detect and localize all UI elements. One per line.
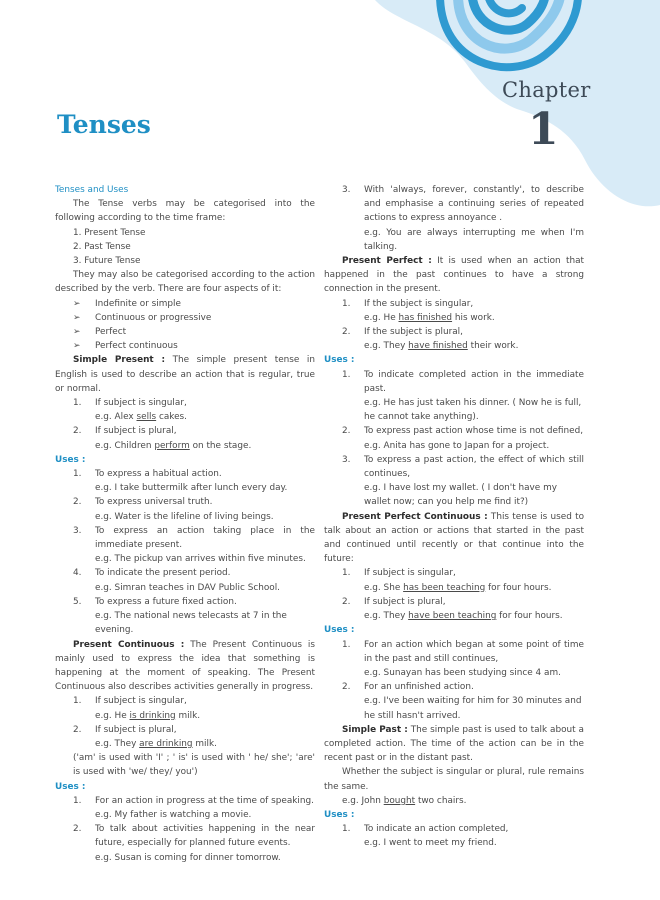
uses-heading: Uses : [324,809,355,820]
rule-item: 1. If the subject is singular, [342,298,474,309]
rule-item: 2. If subject is plural, [73,426,177,437]
simple-past-paragraph: Simple Past : The simple past is used to talk about a completed action. The time of the action can be in the recent past or in the distant past. [324,724,584,764]
use-item: 1. To indicate an action completed, e.g. I went to meet my friend. [342,824,509,849]
intro-paragraph: The Tense verbs may be categorised into the following according to the time frame: [55,199,315,224]
rule-item: 1. If subject is singular, [73,696,187,707]
term: Present Continuous : [73,639,185,650]
term: Simple Present : [73,355,166,366]
simple-past-rule: Whether the subject is singular or plural, rule remains the same. [324,767,584,792]
rule-item: 2. If subject is plural, [342,596,446,607]
uses-heading: Uses : [55,781,86,792]
example: e.g. She has been teaching for four hours. [364,582,552,593]
rule-item: 1. If subject is singular, [73,398,187,409]
arrow-bullet-icon: ➢ [73,298,81,309]
use-item: 1. To indicate completed action in the immediate past. e.g. He has just taken his dinner. ( Now he is full, he cannot take anything). [342,369,584,423]
example: e.g. They have finished their work. [364,341,519,352]
simple-present-paragraph: Simple Present : The simple present tense in English is used to describe an action that is regular, true or normal. [55,355,315,394]
present-perfect-paragraph: Present Perfect : It is used when an action that happened in the past continues to have a strong connection in the present. [324,256,584,295]
aspect-item: ➢ Perfect continuous [55,339,315,353]
use-item: 2. To talk about activities happening in the near future, especially for planned future events. e.g. Susan is coming for dinner tomorrow. [73,824,315,863]
uses-heading: Uses : [324,355,355,366]
use-item: 2. For an unfinished action. e.g. I've been waiting for him for 30 minutes and he still hasn't arrived. [342,682,582,721]
example: e.g. He is drinking milk. [95,710,201,721]
arrow-bullet-icon: ➢ [73,312,81,323]
page-title: Tenses [57,110,151,139]
use-item: 3. With 'always, forever, constantly', to describe and emphasise a continuing series of repeated actions to express annoyance . e.g. You are always interrupting me when I'm talking. [342,185,584,252]
time-frame-item: 3. Future Tense [73,256,141,267]
usage-note: ('am' is used with 'I' ; ' is' is used with ' he/ she'; 'are' is used with 'we/ they/ you') [73,753,315,778]
use-item: 1. For an action in progress at the time of speaking. e.g. My father is watching a movie. [73,795,314,820]
arrow-bullet-icon: ➢ [73,341,81,352]
aspect-item: ➢ Indefinite or simple [55,297,315,311]
use-item: 1. To express a habitual action. e.g. I take buttermilk after lunch every day. [73,469,288,494]
example: e.g. John bought two chairs. [342,795,467,806]
section-heading: Tenses and Uses [55,185,129,195]
use-item: 1. For an action which began at some point of time in the past and still continues, e.g. Sunayan has been studying since 4 am. [342,639,584,678]
chapter-number: 1 [528,104,559,155]
present-continuous-paragraph: Present Continuous : The Present Continuous is mainly used to express the idea that something is happening at the moment of speaking. The Present Continuous also describes activities generally in progress. [55,639,315,693]
rule-item: 2. If the subject is plural, [342,327,463,338]
term: Simple Past : [342,724,408,735]
use-item: 2. To express universal truth. e.g. Water is the lifeline of living beings. [73,497,274,522]
rule-item: 2. If subject is plural, [73,724,177,735]
use-item: 2. To express past action whose time is not defined, e.g. Anita has gone to Japan for a project. [342,426,584,451]
aspect-item: ➢ Continuous or progressive [55,311,315,325]
rule-item: 1. If subject is singular, [342,568,456,579]
arrow-bullet-icon: ➢ [73,327,81,338]
use-item: 3. To express a past action, the effect of which still continues, e.g. I have lost my wallet. ( I don't have my wallet now; can you help me find it?) [342,454,584,508]
use-item: 4. To indicate the present period. e.g. Simran teaches in DAV Public School. [73,568,280,593]
term: Present Perfect : [342,256,432,267]
example: e.g. They have been teaching for four hours. [364,611,563,622]
uses-heading: Uses : [55,454,86,465]
example: e.g. They are drinking milk. [95,738,217,749]
term: Present Perfect Continuous : [342,511,488,522]
use-item: 5. To express a future fixed action. e.g. The national news telecasts at 7 in the evening. [73,596,287,636]
time-frame-item: 2. Past Tense [73,241,131,252]
left-column [55,183,315,865]
use-item: 3. To express an action taking place in the immediate present. e.g. The pickup van arrives within five minutes. [73,525,315,565]
aspects-intro: They may also be categorised according to the action described by the verb. There are four aspects of it: [55,270,315,295]
uses-heading: Uses : [324,625,355,636]
aspect-item: ➢ Perfect [55,325,315,339]
time-frame-item: 1. Present Tense [73,227,146,238]
example: e.g. He has finished his work. [364,312,495,323]
example: e.g. Children perform on the stage. [95,440,252,451]
present-perfect-continuous-paragraph: Present Perfect Continuous : This tense is used to talk about an action or actions that started in the past and continued until recently or that continue into the future: [324,511,584,565]
example: e.g. Alex sells cakes. [95,412,187,423]
chapter-label: Chapter [502,78,591,102]
right-column [324,183,584,851]
